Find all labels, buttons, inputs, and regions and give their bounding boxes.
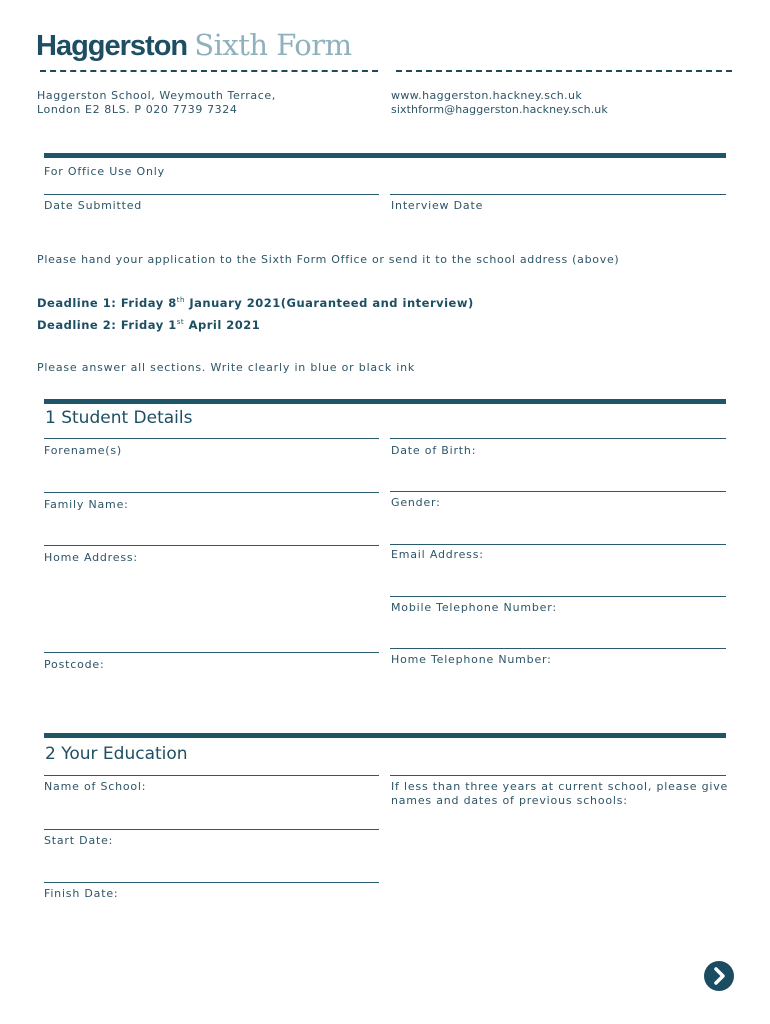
family-name-line[interactable] — [44, 492, 379, 493]
hand-in-instructions: Please hand your application to the Sixth Form Office or send it to the school address (above) — [37, 253, 620, 266]
logo — [36, 28, 352, 63]
interview-date-label: Interview Date — [391, 199, 484, 212]
home-tel-line[interactable] — [390, 648, 726, 649]
mobile-line[interactable] — [390, 596, 726, 597]
home-address-label: Home Address: — [44, 551, 138, 564]
dob-label: Date of Birth: — [391, 444, 477, 457]
previous-schools-line[interactable] — [390, 775, 726, 776]
divider-right — [396, 70, 732, 72]
previous-schools-label-2: names and dates of previous schools: — [391, 794, 628, 807]
logo-sixth-form: Sixth Form — [194, 28, 352, 62]
section-1-heading: 1 Student Details — [45, 408, 193, 428]
logo-haggerston: Haggerston — [36, 30, 188, 62]
start-date-label: Start Date: — [44, 834, 114, 847]
home-address-line[interactable] — [44, 545, 379, 546]
email-address-label: Email Address: — [391, 548, 484, 561]
next-page-button[interactable] — [704, 961, 734, 991]
gender-label: Gender: — [391, 496, 441, 509]
start-date-line[interactable] — [44, 829, 379, 830]
finish-date-label: Finish Date: — [44, 887, 119, 900]
email-link[interactable]: sixthform@haggerston.hackney.sch.uk — [391, 103, 608, 116]
deadline-1: Deadline 1: Friday 8th January 2021(Guaranteed and interview) — [37, 296, 474, 310]
school-name-label: Name of School: — [44, 780, 147, 793]
chevron-right-icon — [704, 961, 734, 991]
website-link[interactable]: www.haggerston.hackney.sch.uk — [391, 89, 583, 102]
address-line-2: London E2 8LS. P 020 7739 7324 — [37, 103, 238, 116]
address-line-1: Haggerston School, Weymouth Terrace, — [37, 89, 276, 102]
interview-date-line[interactable] — [390, 194, 726, 195]
email-address-line[interactable] — [390, 544, 726, 545]
answer-instructions: Please answer all sections. Write clearly in blue or black ink — [37, 361, 416, 374]
forenames-line[interactable] — [44, 438, 379, 439]
divider-left — [40, 70, 378, 72]
postcode-line[interactable] — [44, 652, 379, 653]
section-2-bar — [44, 733, 726, 738]
finish-date-line[interactable] — [44, 882, 379, 883]
dob-line[interactable] — [390, 438, 726, 439]
gender-line[interactable] — [390, 491, 726, 492]
deadline-2: Deadline 2: Friday 1st April 2021 — [37, 318, 261, 332]
section-2-heading: 2 Your Education — [45, 744, 188, 764]
mobile-label: Mobile Telephone Number: — [391, 601, 557, 614]
office-use-title: For Office Use Only — [44, 165, 165, 178]
school-name-line[interactable] — [44, 775, 379, 776]
postcode-label: Postcode: — [44, 658, 105, 671]
previous-schools-label-1: If less than three years at current school, please give — [391, 780, 729, 793]
home-tel-label: Home Telephone Number: — [391, 653, 552, 666]
office-bar — [44, 153, 726, 158]
section-1-bar — [44, 399, 726, 404]
date-submitted-label: Date Submitted — [44, 199, 143, 212]
date-submitted-line[interactable] — [44, 194, 379, 195]
forenames-label: Forename(s) — [44, 444, 123, 457]
family-name-label: Family Name: — [44, 498, 129, 511]
